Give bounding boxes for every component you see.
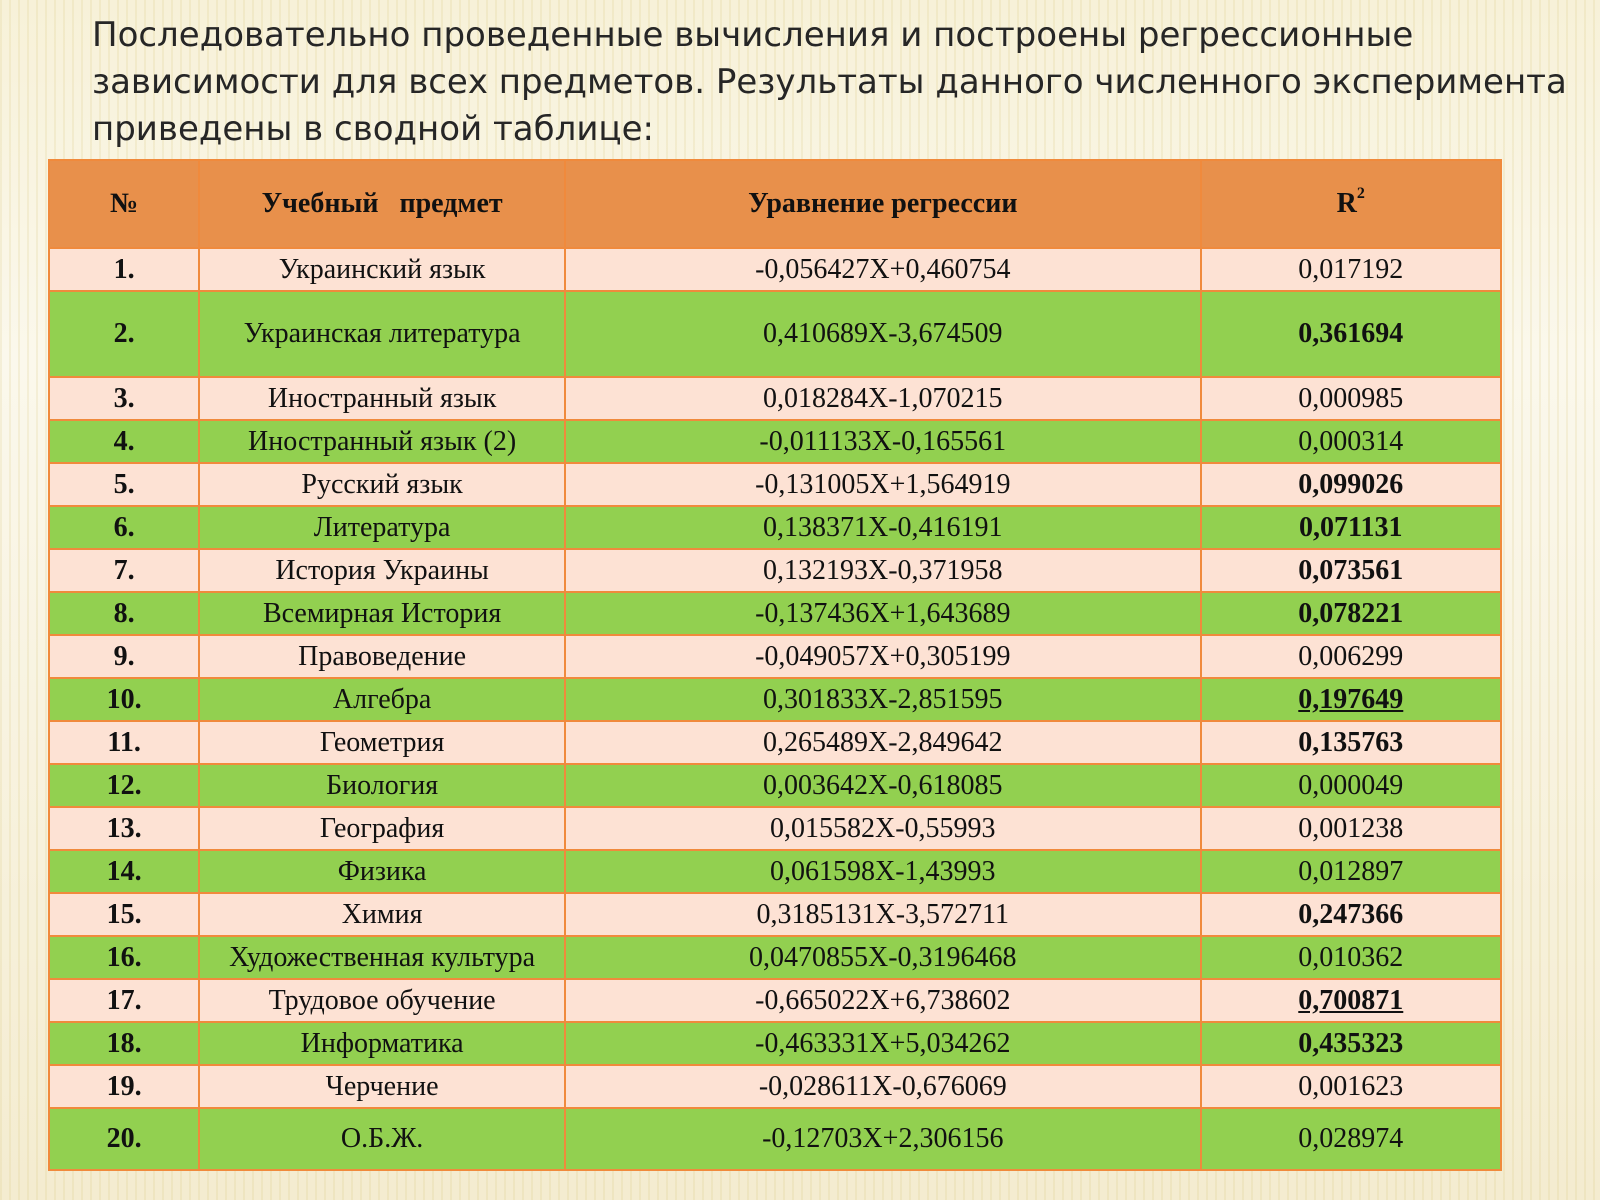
row-equation: -0,049057X+0,305199 xyxy=(565,635,1201,678)
row-subject: География xyxy=(199,807,565,850)
row-r2: 0,006299 xyxy=(1201,635,1501,678)
table-row xyxy=(49,893,1501,936)
row-number: 16. xyxy=(49,936,199,979)
intro-line-2: зависимости для всех предметов. Результаты данного численного эксперимента xyxy=(92,62,1567,102)
table-row xyxy=(49,592,1501,635)
row-subject: Трудовое обучение xyxy=(199,979,565,1022)
table-row xyxy=(49,291,1501,377)
row-equation: -0,12703X+2,306156 xyxy=(565,1108,1201,1170)
row-subject: Иностранный язык xyxy=(199,377,565,420)
row-equation: 0,061598X-1,43993 xyxy=(565,850,1201,893)
row-subject: Биология xyxy=(199,764,565,807)
table-row xyxy=(49,721,1501,764)
header-r2-superscript: 2 xyxy=(1356,184,1365,202)
table-row xyxy=(49,248,1501,291)
row-equation: 0,003642X-0,618085 xyxy=(565,764,1201,807)
row-r2: 0,435323 xyxy=(1201,1022,1501,1065)
row-r2: 0,361694 xyxy=(1201,291,1501,377)
table-row xyxy=(49,979,1501,1022)
intro-line-3: приведены в сводной таблице: xyxy=(92,109,654,149)
row-equation: 0,301833X-2,851595 xyxy=(565,678,1201,721)
regression-table xyxy=(48,159,1502,1171)
row-r2: 0,247366 xyxy=(1201,893,1501,936)
table-row xyxy=(49,807,1501,850)
row-r2: 0,000049 xyxy=(1201,764,1501,807)
row-r2: 0,099026 xyxy=(1201,463,1501,506)
row-number: 4. xyxy=(49,420,199,463)
row-equation: 0,018284X-1,070215 xyxy=(565,377,1201,420)
table-row xyxy=(49,850,1501,893)
row-r2: 0,078221 xyxy=(1201,592,1501,635)
row-equation: -0,011133X-0,165561 xyxy=(565,420,1201,463)
header-r2 xyxy=(1201,160,1501,248)
row-subject: Химия xyxy=(199,893,565,936)
row-equation: -0,463331X+5,034262 xyxy=(565,1022,1201,1065)
row-subject: Физика xyxy=(199,850,565,893)
row-equation: 0,132193X-0,371958 xyxy=(565,549,1201,592)
row-number: 15. xyxy=(49,893,199,936)
table-row xyxy=(49,377,1501,420)
row-subject: История Украины xyxy=(199,549,565,592)
row-number: 1. xyxy=(49,248,199,291)
row-r2: 0,001238 xyxy=(1201,807,1501,850)
row-r2: 0,012897 xyxy=(1201,850,1501,893)
row-number: 7. xyxy=(49,549,199,592)
row-number: 2. xyxy=(49,291,199,377)
row-equation: 0,138371X-0,416191 xyxy=(565,506,1201,549)
row-equation: 0,265489X-2,849642 xyxy=(565,721,1201,764)
intro-line-1: Последовательно проведенные вычисления и построены регрессионные xyxy=(92,15,1414,55)
table-row xyxy=(49,506,1501,549)
row-r2: 0,000314 xyxy=(1201,420,1501,463)
row-r2: 0,000985 xyxy=(1201,377,1501,420)
row-equation: -0,137436X+1,643689 xyxy=(565,592,1201,635)
row-subject: Правоведение xyxy=(199,635,565,678)
row-number: 19. xyxy=(49,1065,199,1108)
row-equation: 0,0470855X-0,3196468 xyxy=(565,936,1201,979)
table-row xyxy=(49,463,1501,506)
row-number: 14. xyxy=(49,850,199,893)
table-row xyxy=(49,936,1501,979)
row-subject: Информатика xyxy=(199,1022,565,1065)
row-subject: Иностранный язык (2) xyxy=(199,420,565,463)
row-number: 10. xyxy=(49,678,199,721)
row-subject: Русский язык xyxy=(199,463,565,506)
row-subject: О.Б.Ж. xyxy=(199,1108,565,1170)
row-equation: -0,665022X+6,738602 xyxy=(565,979,1201,1022)
table-row xyxy=(49,549,1501,592)
row-equation: -0,028611X-0,676069 xyxy=(565,1065,1201,1108)
header-r2-base: R xyxy=(1336,188,1357,219)
row-subject: Всемирная История xyxy=(199,592,565,635)
row-r2: 0,700871 xyxy=(1201,979,1501,1022)
row-equation: 0,3185131X-3,572711 xyxy=(565,893,1201,936)
row-number: 11. xyxy=(49,721,199,764)
header-subject: Учебный предмет xyxy=(199,160,565,248)
row-number: 8. xyxy=(49,592,199,635)
row-r2: 0,001623 xyxy=(1201,1065,1501,1108)
row-subject: Художественная культура xyxy=(199,936,565,979)
row-number: 18. xyxy=(49,1022,199,1065)
table-row xyxy=(49,420,1501,463)
row-number: 17. xyxy=(49,979,199,1022)
row-r2: 0,010362 xyxy=(1201,936,1501,979)
row-number: 20. xyxy=(49,1108,199,1170)
row-subject: Литература xyxy=(199,506,565,549)
row-number: 6. xyxy=(49,506,199,549)
table-row xyxy=(49,764,1501,807)
table-row xyxy=(49,1022,1501,1065)
row-number: 12. xyxy=(49,764,199,807)
header-equation: Уравнение регрессии xyxy=(565,160,1201,248)
row-subject: Геометрия xyxy=(199,721,565,764)
row-r2: 0,017192 xyxy=(1201,248,1501,291)
row-r2: 0,071131 xyxy=(1201,506,1501,549)
row-r2: 0,197649 xyxy=(1201,678,1501,721)
row-r2: 0,028974 xyxy=(1201,1108,1501,1170)
row-subject: Алгебра xyxy=(199,678,565,721)
row-subject: Украинский язык xyxy=(199,248,565,291)
header-number: № xyxy=(49,160,199,248)
table-header-row xyxy=(49,160,1501,248)
row-equation: -0,056427X+0,460754 xyxy=(565,248,1201,291)
table-row xyxy=(49,678,1501,721)
row-number: 13. xyxy=(49,807,199,850)
row-equation: 0,015582X-0,55993 xyxy=(565,807,1201,850)
table-row xyxy=(49,635,1501,678)
intro-text xyxy=(92,12,1567,153)
row-equation: 0,410689X-3,674509 xyxy=(565,291,1201,377)
row-subject: Черчение xyxy=(199,1065,565,1108)
table-row xyxy=(49,1108,1501,1170)
row-r2: 0,135763 xyxy=(1201,721,1501,764)
row-equation: -0,131005X+1,564919 xyxy=(565,463,1201,506)
table-row xyxy=(49,1065,1501,1108)
row-subject: Украинская литература xyxy=(199,291,565,377)
row-number: 9. xyxy=(49,635,199,678)
row-number: 5. xyxy=(49,463,199,506)
row-r2: 0,073561 xyxy=(1201,549,1501,592)
row-number: 3. xyxy=(49,377,199,420)
